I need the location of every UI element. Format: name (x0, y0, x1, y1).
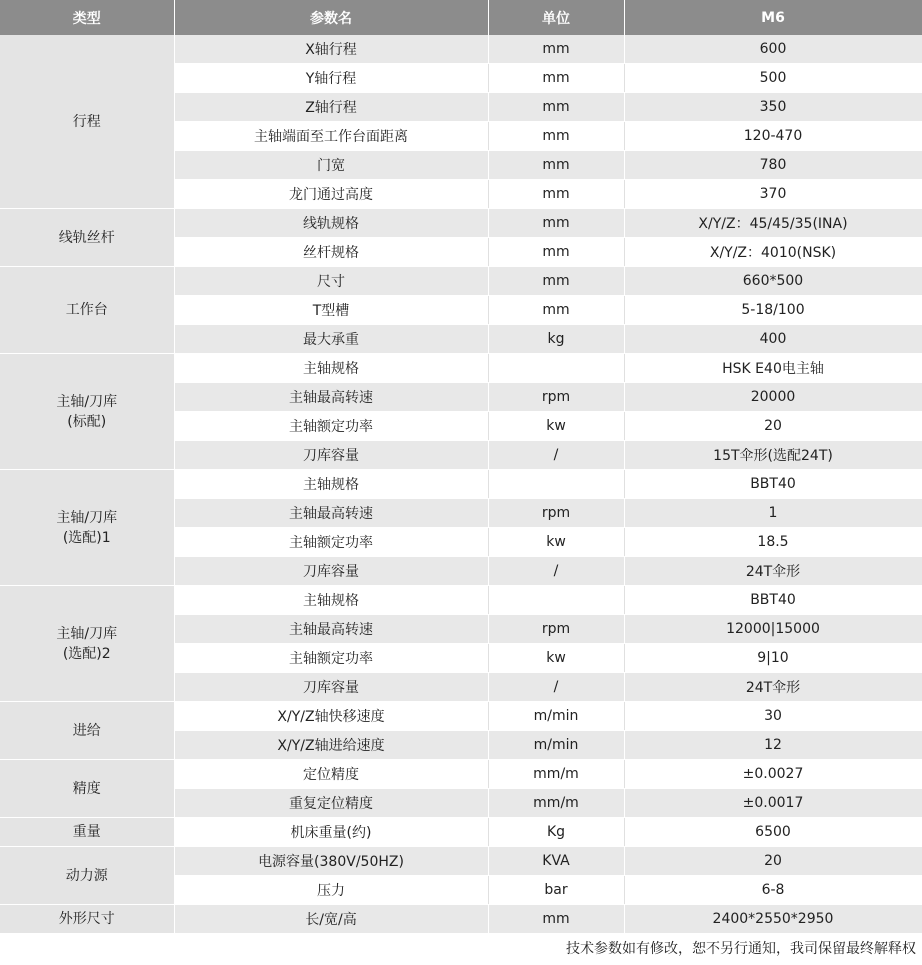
param-name-cell: 尺寸 (174, 267, 488, 296)
table-row (0, 470, 922, 499)
value-cell: 660*500 (624, 267, 922, 296)
param-name-cell: Z轴行程 (174, 93, 488, 122)
unit-cell: m/min (488, 731, 624, 760)
unit-cell: kw (488, 412, 624, 441)
unit-cell: mm (488, 209, 624, 238)
category-cell: 动力源 (0, 847, 174, 905)
value-cell: 780 (624, 151, 922, 180)
spec-body (0, 35, 922, 934)
value-cell: 9|10 (624, 644, 922, 673)
param-name-cell: 线轨规格 (174, 209, 488, 238)
param-name-cell: 刀库容量 (174, 673, 488, 702)
param-name-cell: 主轴额定功率 (174, 528, 488, 557)
value-cell: ±0.0027 (624, 760, 922, 789)
category-cell: 主轴/刀库 (选配)1 (0, 470, 174, 586)
table-row (0, 354, 922, 383)
param-name-cell: 丝杆规格 (174, 238, 488, 267)
param-name-cell: 刀库容量 (174, 557, 488, 586)
value-cell: 18.5 (624, 528, 922, 557)
value-cell: 400 (624, 325, 922, 354)
param-name-cell: X/Y/Z轴进给速度 (174, 731, 488, 760)
unit-cell: m/min (488, 702, 624, 731)
table-row (0, 267, 922, 296)
table-row (0, 905, 922, 934)
footer-note: 技术参数如有修改，恕不另行通知，我司保留最终解释权 (566, 941, 916, 957)
unit-cell: rpm (488, 499, 624, 528)
value-cell: BBT40 (624, 586, 922, 615)
category-cell: 主轴/刀库 (标配) (0, 354, 174, 470)
param-name-cell: 最大承重 (174, 325, 488, 354)
param-name-cell: 主轴规格 (174, 354, 488, 383)
param-name-cell: 主轴额定功率 (174, 412, 488, 441)
value-cell: 20 (624, 847, 922, 876)
value-cell: ±0.0017 (624, 789, 922, 818)
param-name-cell: 门宽 (174, 151, 488, 180)
value-cell: 350 (624, 93, 922, 122)
value-cell: 15T伞形(选配24T) (624, 441, 922, 470)
table-row (0, 35, 922, 64)
param-name-cell: 重复定位精度 (174, 789, 488, 818)
value-cell: 12000|15000 (624, 615, 922, 644)
unit-cell: mm (488, 296, 624, 325)
value-cell: 20 (624, 412, 922, 441)
category-cell: 线轨丝杆 (0, 209, 174, 267)
param-name-cell: 主轴规格 (174, 586, 488, 615)
unit-cell: mm/m (488, 789, 624, 818)
unit-cell: mm (488, 122, 624, 151)
unit-cell (488, 470, 624, 499)
header-type: 类型 (0, 0, 174, 35)
category-cell: 进给 (0, 702, 174, 760)
table-row (0, 847, 922, 876)
unit-cell (488, 354, 624, 383)
param-name-cell: 主轴最高转速 (174, 499, 488, 528)
param-name-cell: 定位精度 (174, 760, 488, 789)
unit-cell: mm (488, 267, 624, 296)
value-cell: 1 (624, 499, 922, 528)
value-cell: 6-8 (624, 876, 922, 905)
value-cell: 500 (624, 64, 922, 93)
unit-cell: rpm (488, 383, 624, 412)
param-name-cell: 刀库容量 (174, 441, 488, 470)
value-cell: X/Y/Z：45/45/35(INA) (624, 209, 922, 238)
value-cell: 6500 (624, 818, 922, 847)
unit-cell: mm (488, 151, 624, 180)
unit-cell: kw (488, 528, 624, 557)
value-cell: BBT40 (624, 470, 922, 499)
unit-cell (488, 586, 624, 615)
table-row (0, 586, 922, 615)
param-name-cell: 压力 (174, 876, 488, 905)
value-cell: 2400*2550*2950 (624, 905, 922, 934)
header-model: M6 (624, 0, 922, 35)
param-name-cell: 主轴最高转速 (174, 615, 488, 644)
param-name-cell: 龙门通过高度 (174, 180, 488, 209)
param-name-cell: T型槽 (174, 296, 488, 325)
value-cell: 20000 (624, 383, 922, 412)
unit-cell: mm (488, 905, 624, 934)
unit-cell: rpm (488, 615, 624, 644)
param-name-cell: 长/宽/高 (174, 905, 488, 934)
unit-cell: mm (488, 238, 624, 267)
category-cell: 精度 (0, 760, 174, 818)
param-name-cell: Y轴行程 (174, 64, 488, 93)
param-name-cell: X/Y/Z轴快移速度 (174, 702, 488, 731)
unit-cell: kg (488, 325, 624, 354)
unit-cell: mm (488, 64, 624, 93)
unit-cell: / (488, 673, 624, 702)
param-name-cell: 机床重量(约) (174, 818, 488, 847)
unit-cell: mm (488, 35, 624, 64)
unit-cell: mm (488, 93, 624, 122)
param-name-cell: 主轴规格 (174, 470, 488, 499)
value-cell: 24T伞形 (624, 557, 922, 586)
unit-cell: mm (488, 180, 624, 209)
value-cell: 370 (624, 180, 922, 209)
category-cell: 外形尺寸 (0, 905, 174, 934)
unit-cell: / (488, 557, 624, 586)
table-row (0, 702, 922, 731)
category-cell: 工作台 (0, 267, 174, 354)
value-cell: 5-18/100 (624, 296, 922, 325)
param-name-cell: X轴行程 (174, 35, 488, 64)
value-cell: 600 (624, 35, 922, 64)
header-unit: 单位 (488, 0, 624, 35)
unit-cell: mm/m (488, 760, 624, 789)
table-row (0, 760, 922, 789)
value-cell: 120-470 (624, 122, 922, 151)
unit-cell: / (488, 441, 624, 470)
unit-cell: Kg (488, 818, 624, 847)
param-name-cell: 电源容量(380V/50HZ) (174, 847, 488, 876)
value-cell: HSK E40电主轴 (624, 354, 922, 383)
value-cell: 30 (624, 702, 922, 731)
unit-cell: bar (488, 876, 624, 905)
param-name-cell: 主轴端面至工作台面距离 (174, 122, 488, 151)
category-cell: 行程 (0, 35, 174, 209)
value-cell: 12 (624, 731, 922, 760)
category-cell: 主轴/刀库 (选配)2 (0, 586, 174, 702)
value-cell: X/Y/Z：4010(NSK) (624, 238, 922, 267)
value-cell: 24T伞形 (624, 673, 922, 702)
unit-cell: KVA (488, 847, 624, 876)
header-param-name: 参数名 (174, 0, 488, 35)
table-row (0, 818, 922, 847)
table-row (0, 209, 922, 238)
header-row (0, 0, 922, 35)
param-name-cell: 主轴额定功率 (174, 644, 488, 673)
unit-cell: kw (488, 644, 624, 673)
category-cell: 重量 (0, 818, 174, 847)
param-name-cell: 主轴最高转速 (174, 383, 488, 412)
